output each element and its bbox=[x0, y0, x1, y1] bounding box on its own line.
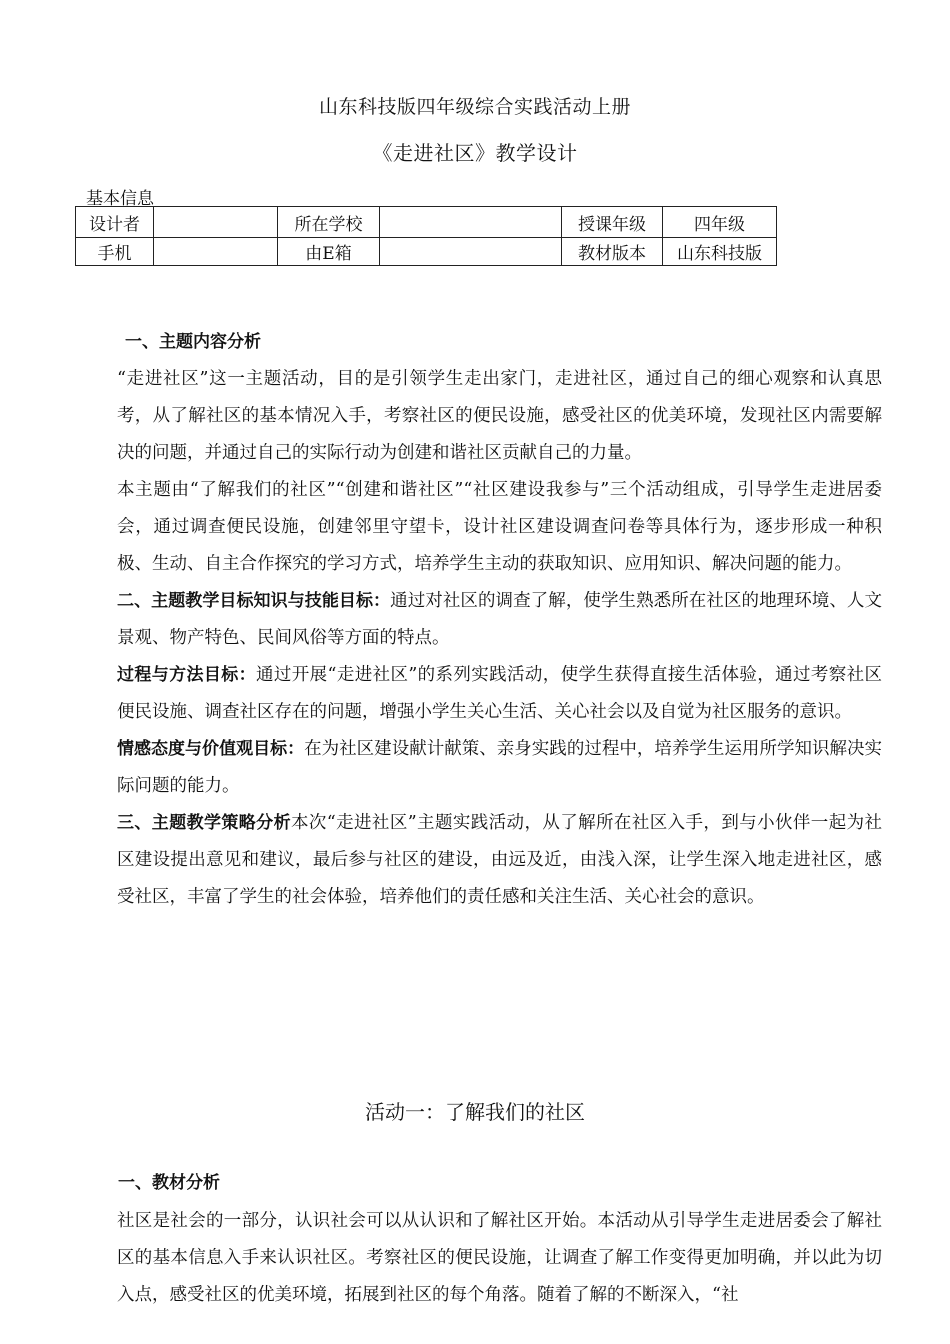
paragraph bbox=[82, 731, 882, 805]
paragraph: 社区是社会的一部分，认识社会可以从认识和了解社区开始。本活动从引导学生走进居委会了解社区的基本信息入手来认识社区。考察社区的便民设施，让调查了解工作变得更加明确，并以此为切入点，感受社区的优美环境，拓展到社区的每个角落。随着了解的不断深入，“社 bbox=[117, 1211, 882, 1305]
table-cell: 手机 bbox=[76, 238, 154, 266]
activity-body bbox=[82, 1203, 882, 1314]
subsection-heading: 情感态度与价值观目标： bbox=[117, 739, 305, 759]
table-cell: 山东科技版 bbox=[663, 238, 777, 266]
paragraph bbox=[82, 805, 882, 916]
table-cell bbox=[154, 207, 278, 238]
paragraph-text: 通过开展“走进社区”的系列实践活动，使学生获得直接生活体验，通过考察社区便民设施、调查社区存在的问题，增强小学生关心生活、关心社会以及自觉为社区服务的意识。 bbox=[117, 665, 883, 722]
table-cell bbox=[380, 238, 562, 266]
table-cell bbox=[380, 207, 562, 238]
paragraph bbox=[82, 583, 882, 657]
document-subtitle: 《走进社区》教学设计 bbox=[372, 141, 578, 165]
section-heading: 一、教材分析 bbox=[118, 1173, 220, 1193]
paragraph-text: 本次“走进社区”主题实践活动，从了解所在社区入手，到与小伙伴一起为社区建设提出意见和建议，最后参与社区的建设，由远及近，由浅入深，让学生深入地走进社区，感受社区，丰富了学生的社会体验，培养他们的责任感和关注生活、关心社会的意识。 bbox=[117, 813, 883, 907]
paragraph-text: 在为社区建设献计献策、亲身实践的过程中，培养学生运用所学知识解决实际问题的能力。 bbox=[117, 739, 883, 796]
basic-info-table bbox=[75, 206, 777, 266]
paragraph: “走进社区”这一主题活动，目的是引领学生走出家门，走进社区，通过自己的细心观察和认真思考，从了解社区的基本情况入手，考察社区的便民设施，感受社区的优美环境，发现社区内需要解决的问题，并通过自己的实际行动为创建和谐社区贡献自己的力量。 bbox=[117, 369, 882, 463]
table-cell bbox=[154, 238, 278, 266]
section-heading: 三、主题教学策略分析 bbox=[117, 813, 291, 833]
table-cell: 教材版本 bbox=[562, 238, 663, 266]
main-body bbox=[82, 324, 882, 916]
table-cell: 设计者 bbox=[76, 207, 154, 238]
table-cell: 四年级 bbox=[663, 207, 777, 238]
section-heading: 一、主题内容分析 bbox=[125, 332, 261, 352]
table-cell: 所在学校 bbox=[278, 207, 380, 238]
table-cell: 授课年级 bbox=[562, 207, 663, 238]
table-row bbox=[76, 207, 777, 238]
subsection-heading: 过程与方法目标： bbox=[117, 665, 256, 685]
paragraph bbox=[82, 657, 882, 731]
table-row bbox=[76, 238, 777, 266]
activity-title: 活动一：了解我们的社区 bbox=[365, 1100, 585, 1124]
section-heading: 二、主题教学目标知识与技能目标： bbox=[117, 591, 391, 611]
document-title: 山东科技版四年级综合实践活动上册 bbox=[318, 96, 631, 118]
table-cell: 由E箱 bbox=[278, 238, 380, 266]
paragraph: 本主题由“了解我们的社区”“创建和谐社区”“社区建设我参与”三个活动组成，引导学生走进居委会，通过调查便民设施，创建邻里守望卡，设计社区建设调查问卷等具体行为，逐步形成一种积极、生动、自主合作探究的学习方式，培养学生主动的获取知识、应用知识、解决问题的能力。 bbox=[117, 480, 882, 574]
paragraph-text: 通过对社区的调查了解，使学生熟悉所在社区的地理环境、人文景观、物产特色、民间风俗等方面的特点。 bbox=[117, 591, 883, 648]
basic-info-label: 基本信息 bbox=[86, 189, 154, 209]
